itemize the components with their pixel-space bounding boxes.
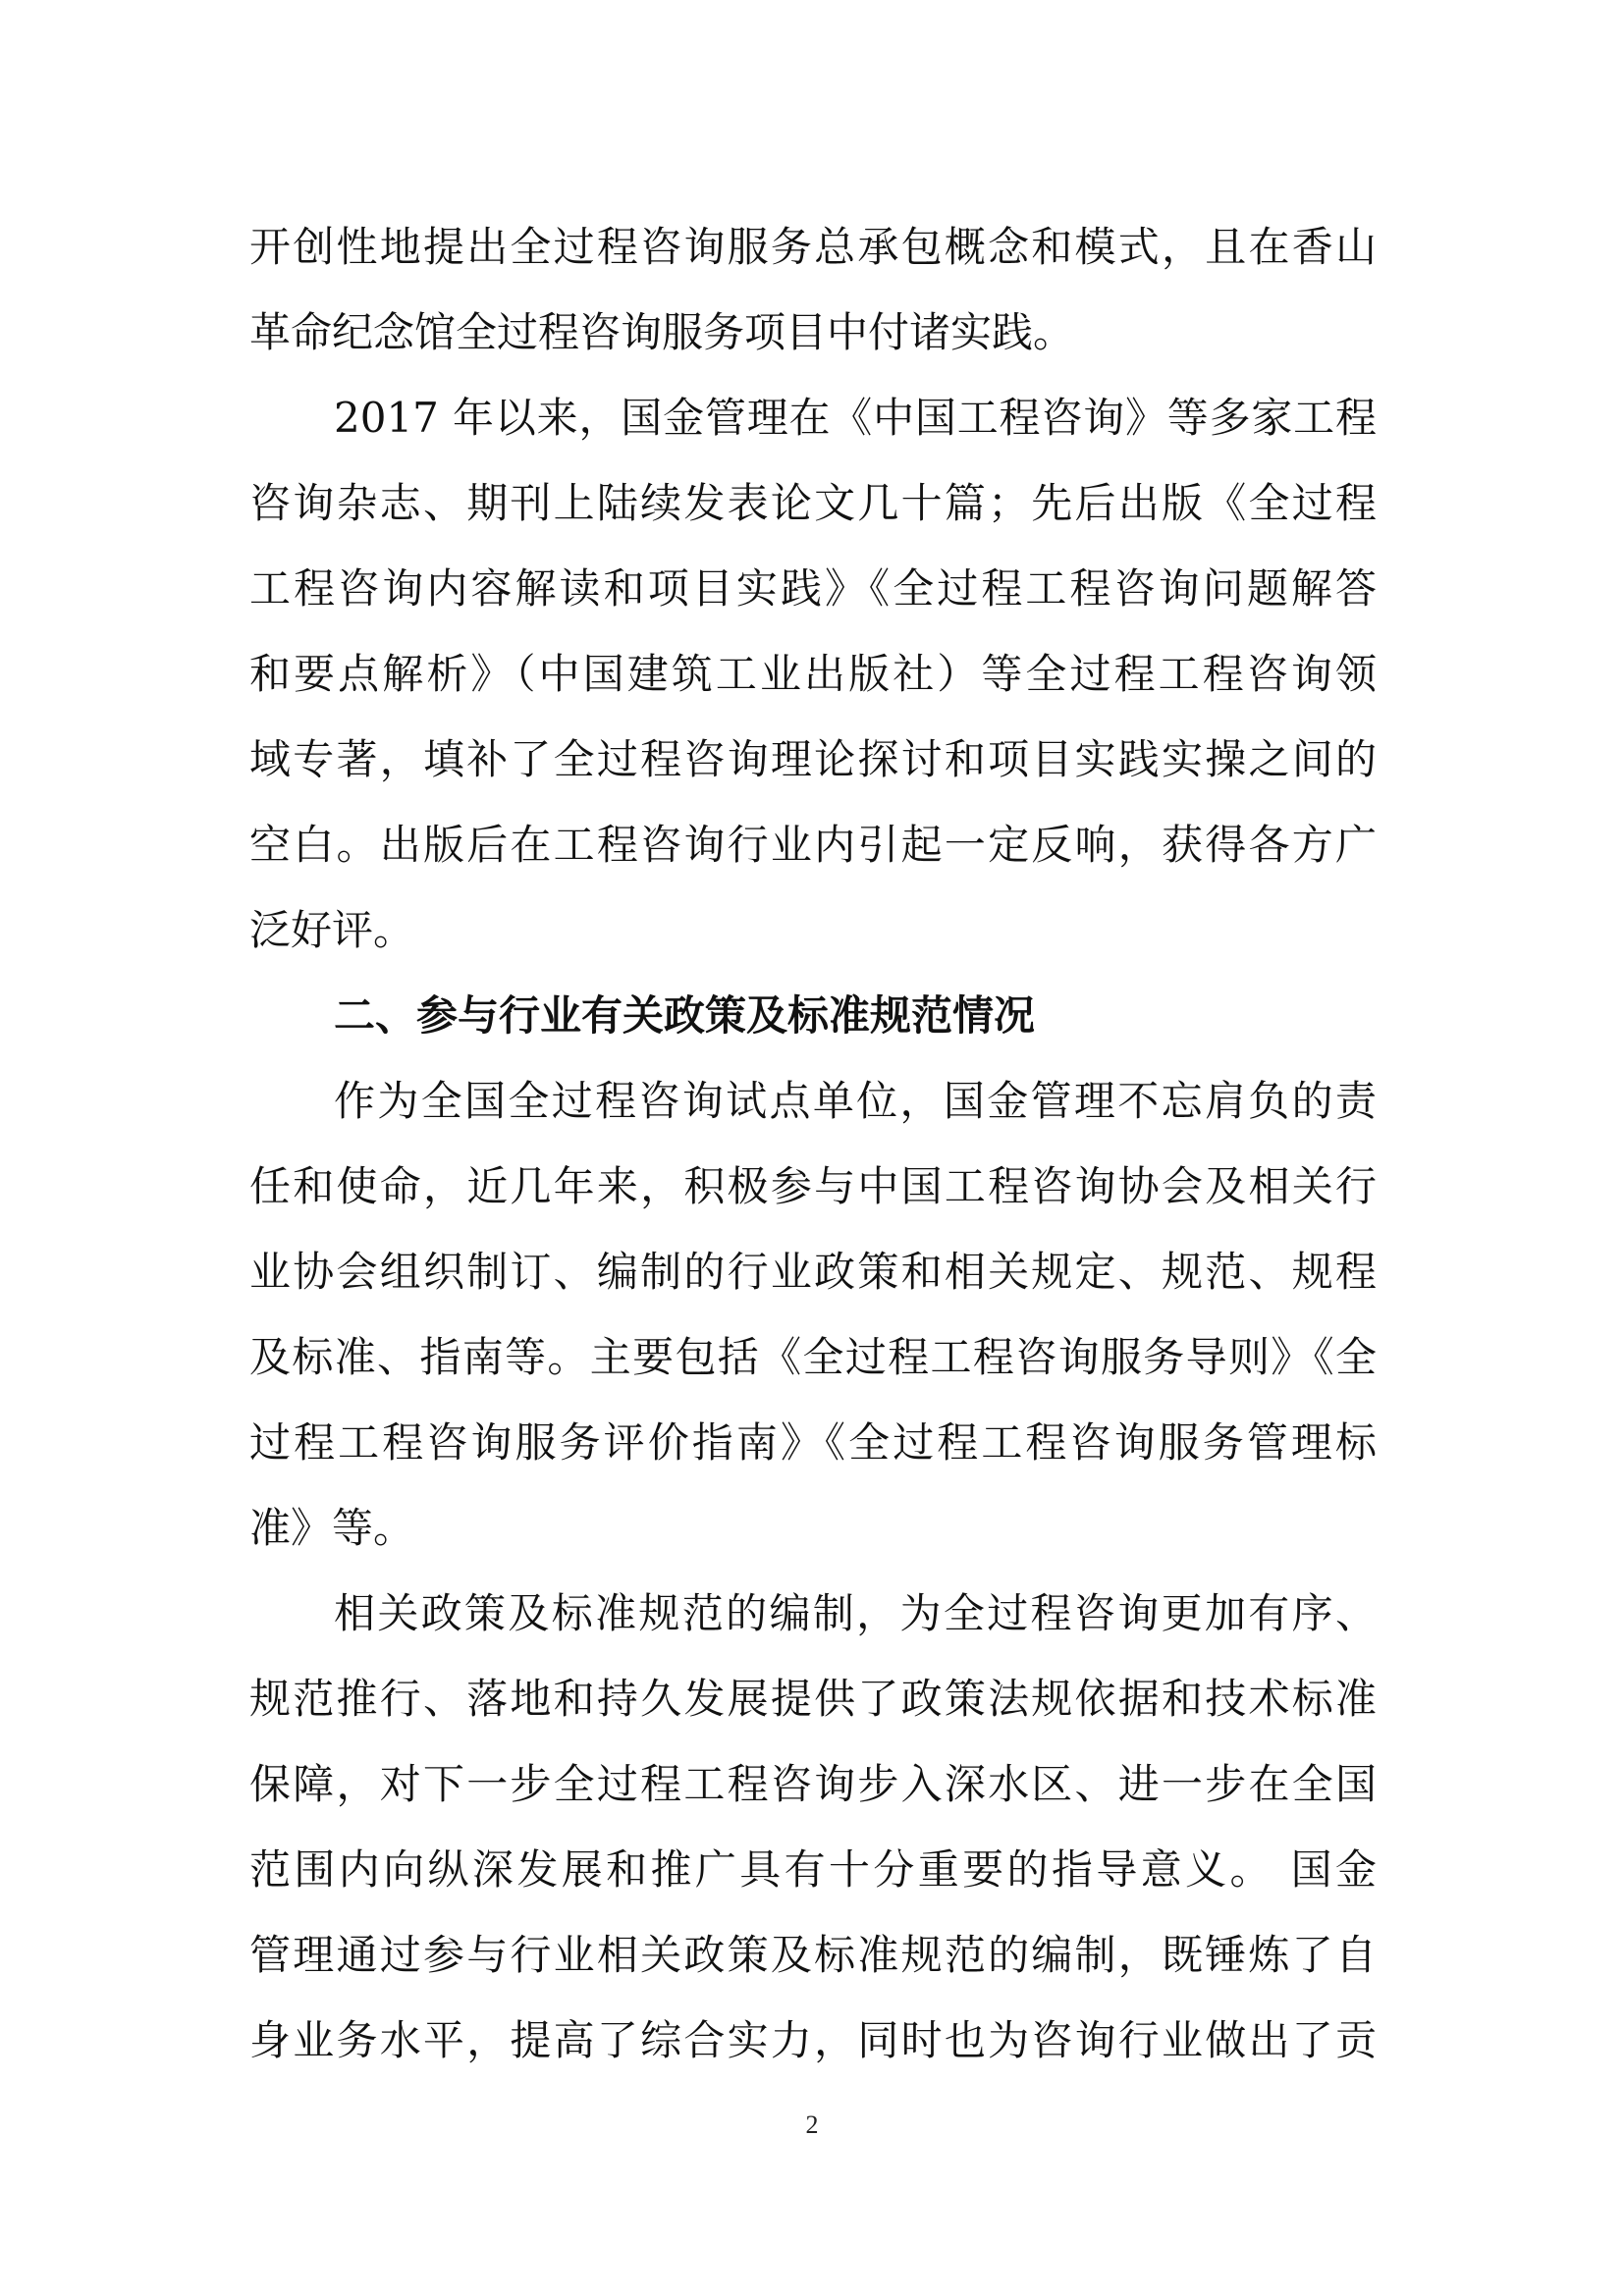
text-line-18: 规范推行、落地和持久发展提供了政策法规依据和技术标准 [249,1675,1377,1723]
text-line-8: 空白。出版后在工程咨询行业内引起一定反响，获得各方广 [249,821,1377,869]
text-line-21: 管理通过参与行业相关政策及标准规范的编制，既锤炼了自 [249,1931,1377,1979]
text-line-4: 咨询杂志、期刊上陆续发表论文几十篇；先后出版《全过程 [249,479,1377,527]
text-line-11: 作为全国全过程咨询试点单位，国金管理不忘肩负的责 [334,1077,1377,1125]
text-line-22: 身业务水平，提高了综合实力，同时也为咨询行业做出了贡 [249,2016,1377,2064]
text-line-13: 业协会组织制订、编制的行业政策和相关规定、规范、规程 [249,1248,1377,1296]
text-line-19: 保障，对下一步全过程工程咨询步入深水区、进一步在全国 [249,1760,1377,1808]
text-line-12: 任和使命，近几年来，积极参与中国工程咨询协会及相关行 [249,1162,1377,1210]
text-line-2: 革命纪念馆全过程咨询服务项目中付诸实践。 [249,308,1075,356]
text-line-14: 及标准、指南等。主要包括《全过程工程咨询服务导则》《全 [249,1333,1377,1381]
text-line-9: 泛好评。 [249,906,415,954]
text-line-20: 范围内向纵深发展和推广具有十分重要的指导意义。 国金 [249,1845,1377,1894]
text-line-6: 和要点解析》（中国建筑工业出版社）等全过程工程咨询领 [249,650,1377,698]
page-number: 2 [805,2110,819,2139]
text-line-5: 工程咨询内容解读和项目实践》《全过程工程咨询问题解答 [249,564,1377,613]
document-body [249,204,1377,2083]
text-line-17: 相关政策及标准规范的编制，为全过程咨询更加有序、 [334,1589,1377,1637]
text-line-1: 开创性地提出全过程咨询服务总承包概念和模式，且在香山 [249,223,1377,271]
text-line-15: 过程工程咨询服务评价指南》《全过程工程咨询服务管理标 [249,1418,1377,1467]
text-line-3: 2017 年以来，国金管理在《中国工程咨询》等多家工程 [334,394,1377,442]
section-heading: 二、参与行业有关政策及标准规范情况 [334,991,1036,1040]
text-line-16: 准》等。 [249,1504,415,1552]
text-line-7: 域专著，填补了全过程咨询理论探讨和项目实践实操之间的 [249,735,1377,783]
